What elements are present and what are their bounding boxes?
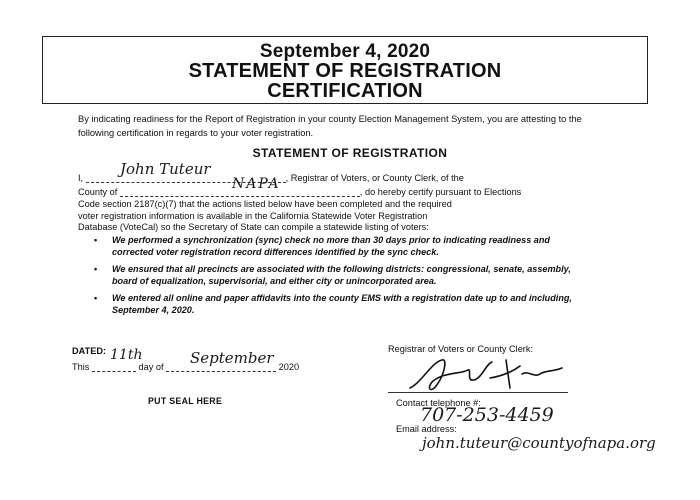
intro-paragraph: By indicating readiness for the Report of Registration in your county Election Management System, you are attesting to the following certification in regards to your voter registration. [78, 114, 582, 138]
statement-registrar-text: , Registrar of Voters, or County Clerk, of the [285, 173, 464, 183]
bullet-text: We performed a synchronization (sync) check no more than 30 days prior to indicating readiness and corrected voter registration record differences identified by the sync check. [112, 235, 550, 258]
bullet-marker: • [94, 235, 98, 245]
year: 2020 [278, 362, 300, 372]
county-of-label: County of [78, 187, 118, 197]
section-heading: STATEMENT OF REGISTRATION [252, 146, 448, 160]
seal-placeholder: PUT SEAL HERE [148, 396, 223, 406]
bullet-text: We ensured that all precincts are associated with the following districts: congressional, senate, assembly, board of equalization, supervisorial, and either city or unincorporated area. [112, 263, 571, 287]
contact-label: Contact telephone #: [396, 398, 481, 408]
statement-line-5: Database (VoteCal) so the Secretary of State can compile a statewide listing of voters: [78, 222, 429, 232]
document-title: STATEMENT OF REGISTRATION [188, 60, 502, 82]
certification-bullets [90, 234, 590, 320]
dated-label: DATED: [72, 346, 107, 356]
statement-i: I, [78, 173, 84, 183]
bullet-text: We entered all online and paper affidavits into the county EMS with a registration date up to and including, September 4, 2020. [112, 292, 572, 316]
statement-line-4: voter registration information is available in the California Statewide Voter Registration [78, 211, 428, 221]
document-subtitle: CERTIFICATION [267, 80, 423, 102]
certify-text: , do hereby certify pursuant to Elections [359, 187, 522, 197]
bullet-marker: • [94, 292, 98, 303]
this-label: This [72, 362, 90, 372]
signature-line [388, 392, 568, 393]
handwritten-email: john.tuteur@countyofnapa.org [422, 434, 656, 452]
document-date: September 4, 2020 [259, 41, 431, 62]
statement-line-2 [78, 186, 521, 197]
registrar-signature [402, 352, 572, 396]
handwritten-month: September [190, 349, 274, 367]
handwritten-phone: 707-253-4459 [420, 404, 554, 426]
bullet-item [90, 292, 590, 317]
statement-line-3: Code section 2187(c)(7) that the actions listed below have been completed and the required [78, 199, 452, 209]
registrar-label: Registrar of Voters or County Clerk: [388, 344, 534, 354]
handwritten-day: 11th [110, 347, 143, 363]
day-of-label: day of [138, 362, 164, 372]
handwritten-county: NAPA [232, 176, 281, 192]
bullet-item [90, 234, 590, 259]
email-label: Email address: [396, 424, 457, 434]
handwritten-name: John Tuteur [120, 160, 211, 178]
bullet-marker: • [94, 263, 98, 274]
bullet-item [90, 263, 590, 288]
